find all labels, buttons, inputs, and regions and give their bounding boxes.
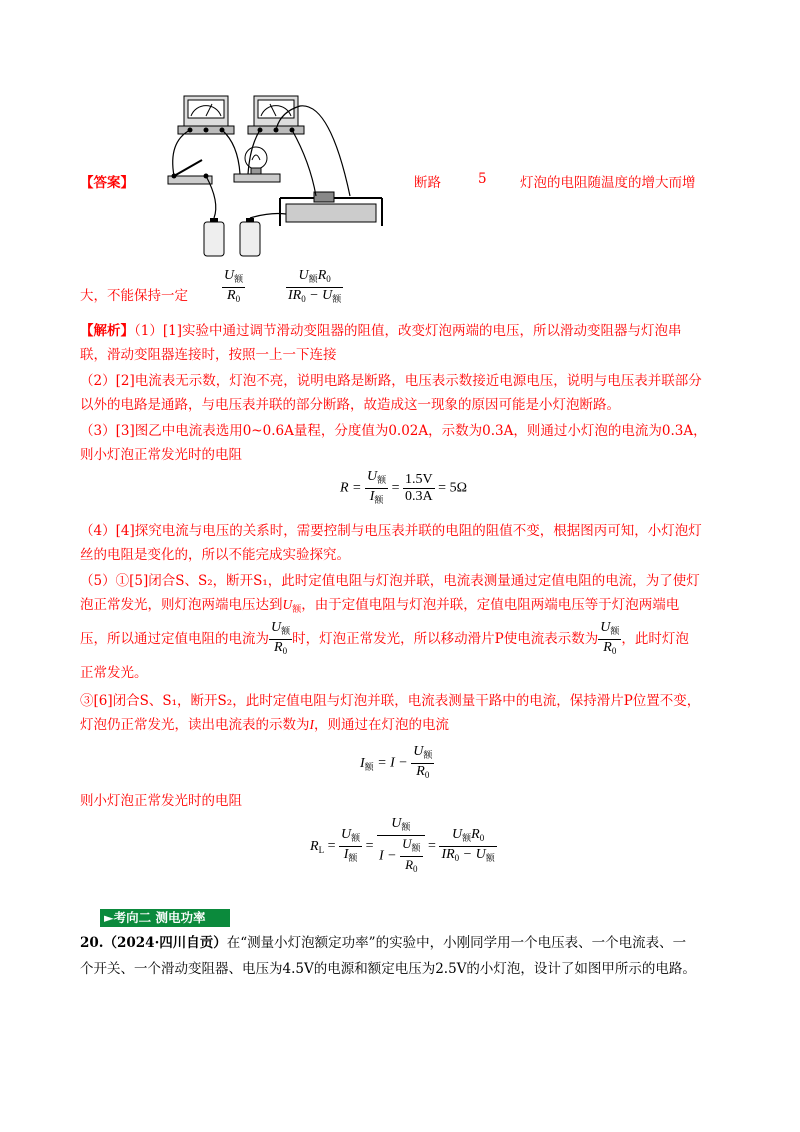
equation-resistance: R = $\frac{U_额}{I_额}$ = $\frac{1.5V}{0.3A}$ = 5Ω (340, 469, 467, 505)
analysis-paragraph-1: 【解析】（1）[1]实验中通过调节滑动变阻器的阻值，改变灯泡两端的电压，所以滑动变阻器与灯泡串 (80, 323, 682, 339)
analysis-paragraph-6-cont: 灯泡仍正常发光，读出电流表的示数为I，则通过在灯泡的电流 (80, 717, 449, 733)
analysis-paragraph-1-cont: 联，滑动变阻器连接时，按照一上一下连接 (80, 347, 337, 363)
answer-blank-1: 断路 (414, 175, 441, 191)
answer-blank-2: 5 (478, 171, 487, 187)
equation-bulb-current: $I_额 = I$ − $\frac{U_额}{R_0}$ (360, 744, 433, 780)
switch-drawing (168, 160, 212, 184)
answer-label: 【答案】 (80, 175, 134, 191)
equation-bulb-resistance: $R_L$ = $\frac{U_额}{I_额}$ = $U_额$ I − $\frac{U_额}{R_0}$ = $\frac{U_额R_0}{IR_0 - U_额}$ (310, 816, 495, 874)
analysis-label: 【解析】 (80, 323, 134, 339)
answer-row (80, 171, 134, 191)
analysis-paragraph-5-end: 正常发光。 (80, 665, 148, 681)
battery-drawing (204, 218, 260, 256)
question-number: 20. (80, 935, 104, 951)
answer-blank-3-part2: 大，不能保持一定 (80, 288, 188, 304)
ammeter-drawing (178, 96, 234, 134)
analysis-paragraph-2-cont: 以外的电路是通路，与电压表并联的部分断路，故造成这一现象的原因可能是小灯泡断路。 (80, 397, 620, 413)
circuit-apparatus-figure (160, 92, 385, 264)
analysis-paragraph-6: ③[6]闭合S、S₁，断开S₂，此时定值电阻与灯泡并联，电流表测量干路中的电流，保持滑片P位置不变， (80, 693, 701, 709)
analysis-paragraph-4: （4）[4]探究电流与电压的关系时，需要控制与电压表并联的电阻的阻值不变，根据图丙可知，小灯泡灯 (80, 523, 702, 539)
answer-formula-4: $\frac{U_额}{R_0}$ (224, 268, 244, 304)
fraction-u-over-r0: $\frac{U_额}{R_0}$ (271, 620, 291, 656)
answer-blank-3-part1: 灯泡的电阻随温度的增大而增 (520, 175, 696, 191)
analysis-paragraph-7: 则小灯泡正常发光时的电阻 (80, 793, 242, 809)
analysis-paragraph-2: （2）[2]电流表无示数，灯泡不亮，说明电路是断路，电压表示数接近电源电压，说明与电压表并联部分 (80, 373, 702, 389)
analysis-paragraph-5-fraction-line: 压，所以通过定值电阻的电流为 $\frac{U_额}{R_0}$ 时，灯泡正常发光，所以移动滑片P使电流表示数为 $\frac{U_额}{R_0}$ ，此时灯泡 (80, 620, 720, 659)
analysis-paragraph-3-cont: 则小灯泡正常发光时的电阻 (80, 447, 242, 463)
question-20-line-1: 20.（2024·四川自贡）在“测量小灯泡额定功率”的实验中，小刚同学用一个电压表、一个电流表、一 (80, 935, 687, 951)
question-20-line-2: 个开关、一个滑动变阻器、电压为4.5V的电源和额定电压为2.5V的小灯泡，设计了如图甲所示的电路。 (80, 961, 696, 977)
bulb-drawing (234, 147, 280, 182)
question-source: （2024·四川自贡） (103, 935, 227, 951)
analysis-paragraph-5: （5）①[5]闭合S、S₂，断开S₁，此时定值电阻与灯泡并联，电流表测量通过定值电阻的电流，为了使灯 (80, 573, 700, 589)
rheostat-drawing (280, 192, 382, 226)
analysis-paragraph-3: （3）[3]图乙中电流表选用0~0.6A量程，分度值为0.02A，示数为0.3A，则通过小灯泡的电流为0.3A， (80, 423, 707, 439)
fraction-u-over-r0-2: $\frac{U_额}{R_0}$ (600, 620, 620, 656)
section-tag: ►考向二 测电功率 (100, 909, 230, 927)
answer-formula-5: $\frac{U_额R_0}{IR_0 - U_额}$ (288, 268, 342, 304)
analysis-paragraph-5-cont: 泡正常发光，则灯泡两端电压达到$U_额$，由于定值电阻与灯泡并联，定值电阻两端电压等于灯泡两端电 (80, 597, 680, 614)
analysis-paragraph-4-cont: 丝的电阻是变化的，所以不能完成实验探究。 (80, 547, 350, 563)
